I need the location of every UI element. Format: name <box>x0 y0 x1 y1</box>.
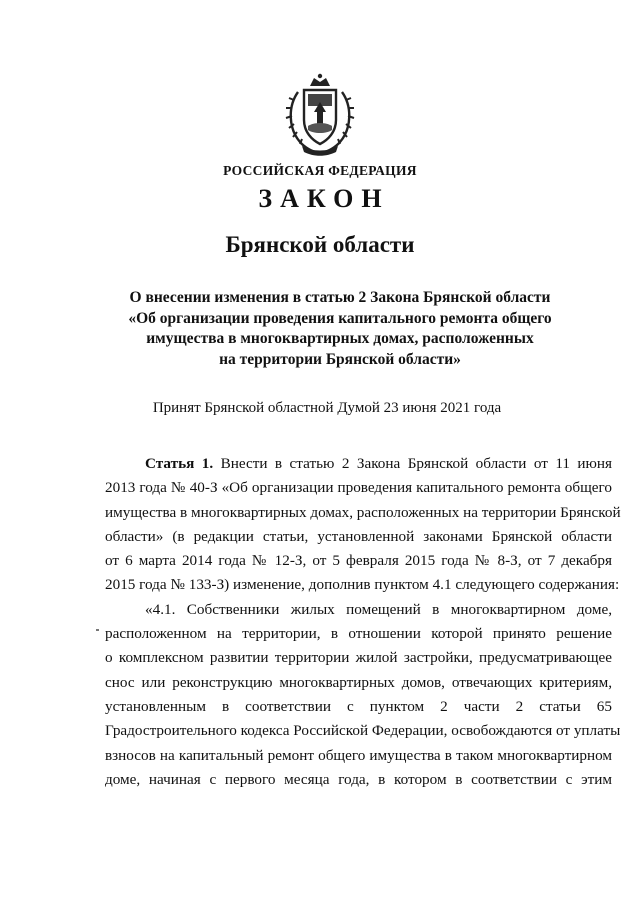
coat-of-arms-icon <box>284 72 356 158</box>
article-line: имущества в многоквартирных домах, расположенных на территории Брянской <box>105 503 621 521</box>
article-line: 2015 года № 133-З) изменение, дополнив пунктом 4.1 следующего содержания: <box>105 576 620 594</box>
law-body <box>105 452 621 792</box>
adoption-line: Принят Брянской областной Думой 23 июня 2021 года <box>152 400 502 416</box>
clause-line: «4.1. Собственники жилых помещений в многоквартирном доме, <box>145 600 612 618</box>
article-line: от 6 марта 2014 года № 12-З, от 5 февраля 2015 года № 8-З, от 7 декабря <box>105 552 612 570</box>
article-line: области» (в редакции статьи, установленной законами Брянской области <box>105 527 612 545</box>
article-first-line <box>105 452 612 476</box>
clause-line: расположенном на территории, в отношении которой принято решение <box>105 625 612 643</box>
scan-artifact <box>96 629 99 631</box>
clause-line: Градостроительного кодекса Российской Федерации, освобождаются от уплаты <box>105 722 621 740</box>
article-label: Статья 1. <box>145 455 214 472</box>
law-title-line: имущества в многоквартирных домах, расположенных <box>146 330 534 347</box>
clause-line: о комплексном развитии территории жилой застройки, предусматривающее <box>105 649 612 667</box>
article-first-text: Внести в статью 2 Закона Брянской области от 11 июня <box>220 455 612 472</box>
article-line: 2013 года № 40-З «Об организации проведения капитального ремонта общего <box>105 479 612 497</box>
document-type: ЗАКОН <box>258 184 390 213</box>
clause-line: установленным в соответствии с пунктом 2 части 2 статьи 65 <box>105 697 612 715</box>
law-title-line: на территории Брянской области» <box>219 350 461 368</box>
clause-line: доме, начиная с первого месяца года, в котором в соответствии с этим <box>105 770 612 788</box>
law-title <box>60 288 620 370</box>
clause-line: снос или реконструкцию многоквартирных домов, отвечающих критериям, <box>105 673 612 691</box>
country-heading: РОССИЙСКАЯ ФЕДЕРАЦИЯ <box>223 163 417 178</box>
region-name: Брянской области <box>225 232 415 257</box>
law-title-line: О внесении изменения в статью 2 Закона Брянской области <box>129 289 551 306</box>
law-title-line: «Об организации проведения капитального ремонта общего <box>128 309 552 327</box>
clause-line: взносов на капитальный ремонт общего имущества в таком многоквартирном <box>105 746 612 764</box>
